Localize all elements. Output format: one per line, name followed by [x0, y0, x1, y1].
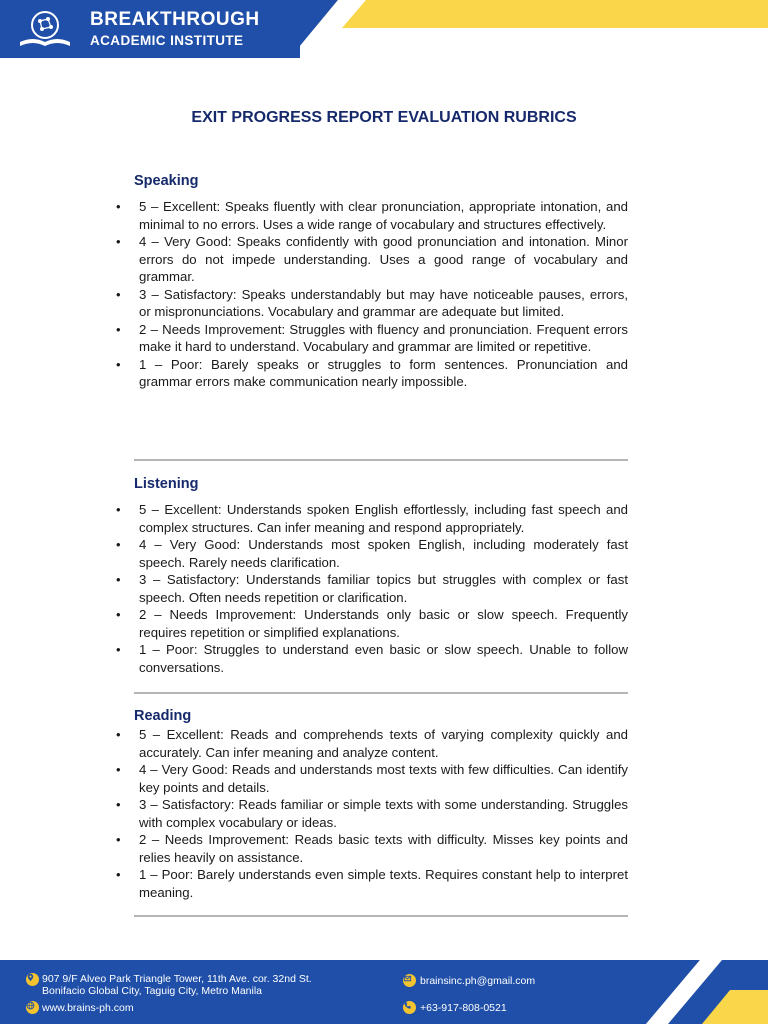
- phone-number[interactable]: +63-917-808-0521: [420, 1002, 507, 1014]
- address-line-1: 907 9/F Alveo Park Triangle Tower, 11th Ave. cor. 32nd St.: [42, 973, 312, 985]
- location-pin-icon: [26, 973, 39, 986]
- document-title: EXIT PROGRESS REPORT EVALUATION RUBRICS: [191, 109, 577, 126]
- website-link[interactable]: www.brains-ph.com: [42, 1002, 134, 1014]
- section-title: Listening: [134, 476, 199, 492]
- rubric-item: • 4 – Very Good: Speaks confidently with good pronunciation and intonation. Minor errors do not impede understanding. Uses a good range of vocabulary and grammar.: [116, 233, 628, 286]
- rubric-item: • 2 – Needs Improvement: Struggles with fluency and pronunciation. Frequent errors make it hard to understand. Vocabulary and grammar are limited or repetitive.: [116, 321, 628, 356]
- section-reading: [116, 708, 628, 901]
- page-footer: [0, 960, 768, 1024]
- brand-subtitle: ACADEMIC INSTITUTE: [90, 33, 244, 48]
- rubric-item: • 4 – Very Good: Understands most spoken English, including moderately fast speech. Rarely needs clarification.: [116, 536, 628, 571]
- rubric-item: • 1 – Poor: Barely speaks or struggles to form sentences. Pronunciation and grammar errors make communication nearly impossible.: [116, 356, 628, 391]
- section-listening: [116, 476, 628, 676]
- section-divider: [134, 692, 628, 694]
- rubric-item: • 1 – Poor: Struggles to understand even basic or slow speech. Unable to follow conversations.: [116, 641, 628, 676]
- brand-name: BREAKTHROUGH: [90, 9, 260, 30]
- rubric-item: • 5 – Excellent: Reads and comprehends texts of varying complexity quickly and accurately. Can infer meaning and analyze content.: [116, 726, 628, 761]
- rubric-list: [116, 726, 628, 901]
- rubric-list: [116, 198, 628, 391]
- phone-icon: [403, 1001, 416, 1014]
- rubric-item: • 5 – Excellent: Understands spoken English effortlessly, including fast speech and complex structures. Can infer meaning and respond appropriately.: [116, 501, 628, 536]
- section-divider: [134, 915, 628, 917]
- globe-icon: [26, 1001, 39, 1014]
- address-line-2: Bonifacio Global City, Taguig City, Metro Manila: [42, 985, 263, 997]
- section-speaking: [116, 173, 628, 391]
- page-header: [0, 0, 768, 58]
- section-title: Speaking: [134, 173, 199, 189]
- rubric-item: • 5 – Excellent: Speaks fluently with clear pronunciation, appropriate intonation, and minimal to no errors. Uses a wide range of vocabulary and structures effectively.: [116, 198, 628, 233]
- rubric-list: [116, 501, 628, 676]
- rubric-item: • 2 – Needs Improvement: Understands only basic or slow speech. Frequently requires repetition or simplified explanations.: [116, 606, 628, 641]
- email-icon: [403, 974, 416, 987]
- rubric-item: • 3 – Satisfactory: Speaks understandably but may have noticeable pauses, errors, or mispronunciations. Vocabulary and grammar are adequate but limited.: [116, 286, 628, 321]
- rubric-item: • 1 – Poor: Barely understands even simple texts. Requires constant help to interpret meaning.: [116, 866, 628, 901]
- email-link[interactable]: brainsinc.ph@gmail.com: [420, 975, 536, 987]
- section-divider: [134, 459, 628, 461]
- rubric-item: • 3 – Satisfactory: Reads familiar or simple texts with some understanding. Struggles with complex vocabulary or ideas.: [116, 796, 628, 831]
- rubric-item: • 4 – Very Good: Reads and understands most texts with few difficulties. Can identify key points and details.: [116, 761, 628, 796]
- rubric-item: • 3 – Satisfactory: Understands familiar topics but struggles with complex or fast speech. Often needs repetition or clarification.: [116, 571, 628, 606]
- section-title: Reading: [134, 708, 192, 724]
- rubric-item: • 2 – Needs Improvement: Reads basic texts with difficulty. Misses key points and relies heavily on assistance.: [116, 831, 628, 866]
- brain-book-icon: [16, 8, 74, 52]
